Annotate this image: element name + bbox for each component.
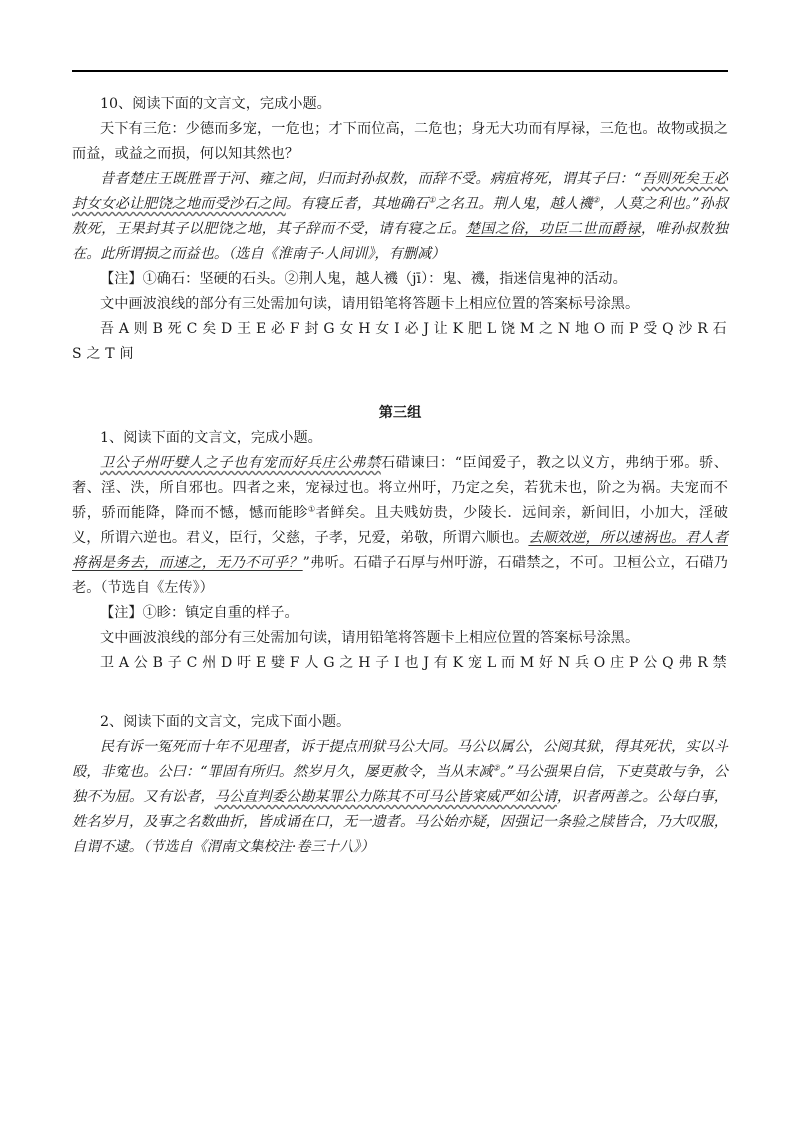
q1-text: 者鲜矣。且夫贱妨贵，少陵长．远间亲，新间旧，小加大，淫破义，所谓六逆也。君义，臣行，父慈，子孝，兄爱，弟敬，所谓六顺也。 — [72, 505, 728, 546]
q1-text: ”弗听。石碏子石厚与州吁游，石碏禁之，不可。卫桓公立，石碏乃老。（节选自《左传》） — [72, 555, 728, 596]
spacer — [72, 676, 728, 710]
q10-text: ，唯孙叔敖独在。此所谓损之而益也。（选自《淮南子·人间训》，有删减） — [72, 221, 728, 262]
q10-underlined-passage: 楚国之俗，功臣二世而爵禄 — [465, 221, 641, 237]
q2-text: 民有诉一冤死而十年不见理者，诉于提点刑狱马公大同。马公以属公，公阅其狱，得其死状，实以斗殴，非寃也。公曰：“罪固有所归。然岁月久，屡更赦令，当从末减 — [72, 739, 728, 780]
footnote-mark: ② — [592, 195, 600, 205]
q1-text: 石碏谏曰：“臣闻爱子，教之以义方，弗纳于邪。骄、奢、淫、泆，所自邪也。四者之来，宠禄过也。将立州吁，乃定之矣，若犹未也，阶之为祸。夫宠而不骄，骄而能降，降而不憾，憾而能眕 — [72, 455, 728, 521]
q10-title: 10、阅读下面的文言文，完成小题。 — [100, 96, 331, 112]
q2-paragraph — [72, 735, 728, 860]
q2-title: 2、阅读下面的文言文，完成下面小题。 — [100, 714, 351, 730]
q10-options: 吾 A 则 B 死 C 矣 D 王 E 必 F 封 G 女 H 女 I 必 J 让 K 肥 L 饶 M 之 N 地 O 而 P 受 Q 沙 R 石 S 之 T 间 — [72, 321, 727, 362]
q2-text: ，识者两善之。公每白事，姓名岁月，及事之名数曲折，皆成诵在口，无一遗者。马公始亦疑，因强记一条验之牍皆合，乃大叹服，自谓不逮。（节选自《渭南文集校注·卷三十八》） — [72, 789, 728, 855]
q10-paragraph-2 — [72, 167, 728, 267]
page-content — [72, 92, 728, 860]
footnote-mark: ② — [492, 763, 500, 773]
header-rule — [72, 70, 728, 72]
q10-text: 。有寝丘者，其地确石 — [285, 196, 429, 212]
q10-paragraph-1: 天下有三危：少德而多宠，一危也；才下而位高，二危也；身无大功而有厚禄，三危也。故物或损之而益，或益之而损，何以知其然也？ — [72, 121, 728, 162]
footnote-mark: ① — [428, 195, 436, 205]
footnote-mark: ① — [307, 504, 316, 514]
q1-options: 卫 A 公 B 子 C 州 D 吁 E 嬖 F 人 G 之 H 子 I 也 J 有 K 宠 L 而 M 好 N 兵 O 庄 P 公 Q 弗 R 禁 — [100, 655, 727, 671]
q1-title: 1、阅读下面的文言文，完成小题。 — [100, 430, 322, 446]
q10-text: 昔者楚庄王既胜晋于河、雍之间，归而封孙叔敖，而辞不受。病疽将死，谓其子曰：“ — [100, 171, 642, 187]
q2-text: 。”马公强果自信，下吏莫敢与争，公独不为屈。又有讼者， — [72, 764, 729, 805]
q1-underlined-passage: 去顺效逆，所以速祸也。君人者将祸是务去，而速之，无乃不可乎？ — [72, 530, 728, 571]
q10-note: 【注】①确石：坚硬的石头。②荆人鬼，越人禨（jī）：鬼、禨，指迷信鬼神的活动。 — [100, 271, 627, 287]
group-title: 第三组 — [378, 405, 422, 421]
q10-text: 之名丑。荆人鬼，越人禨 — [435, 196, 593, 212]
q10-text: ，人莫之利也。”孙叔敖死，王果封其子以肥饶之地，其子辞而不受，请有寝之丘。 — [72, 196, 729, 237]
q1-paragraph — [72, 451, 728, 601]
q1-note: 【注】①眕：镇定自重的样子。 — [100, 605, 299, 621]
q10-wavy-passage: 吾则死矣王必封女女必让肥饶之地而受沙石之间 — [72, 171, 728, 212]
q1-instruction: 文中画波浪线的部分有三处需加句读，请用铅笔将答题卡上相应位置的答案标号涂黑。 — [100, 630, 640, 646]
q1-wavy-passage: 卫公子州吁嬖人之子也有宠而好兵庄公弗禁 — [100, 455, 381, 471]
q2-wavy-passage: 马公直判委公勘某罪公力陈其不可马公皆寀威严如公请 — [214, 789, 557, 805]
q10-instruction: 文中画波浪线的部分有三处需加句读，请用铅笔将答题卡上相应位置的答案标号涂黑。 — [100, 296, 640, 312]
spacer — [72, 367, 728, 401]
